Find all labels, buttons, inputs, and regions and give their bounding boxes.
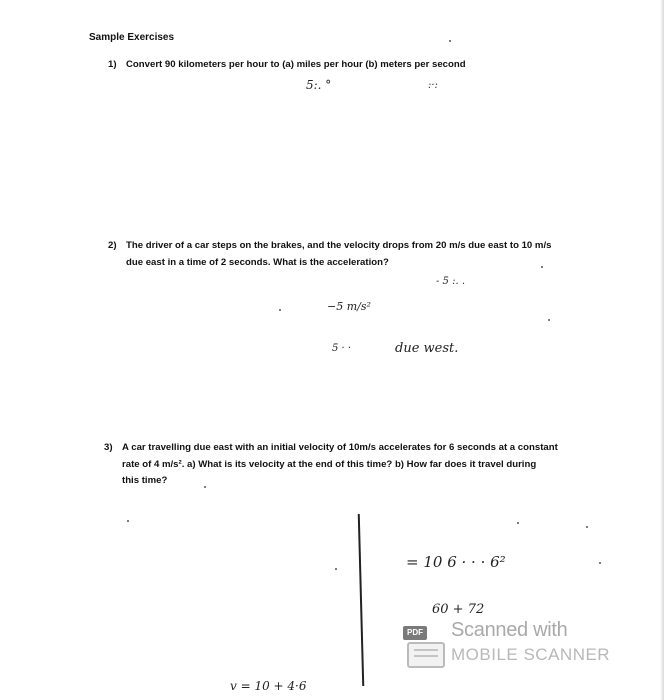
scan-speck: [548, 319, 550, 321]
handwriting-q2-direction: due west.: [395, 341, 459, 356]
handwriting-q1-a: 5:. °: [306, 78, 332, 92]
question-1-line-1: Convert 90 kilometers per hour to (a) miles per hour (b) meters per second: [126, 59, 466, 70]
scan-speck: [586, 526, 588, 528]
scan-speck: [204, 486, 206, 488]
page-heading: Sample Exercises: [89, 32, 175, 43]
question-2-line-1: The driver of a car steps on the brakes, and the velocity drops from 20 m/s due east to 10 m/s: [126, 240, 552, 251]
watermark-line-2: MOBILE SCANNER: [451, 645, 611, 664]
scan-speck: [599, 562, 601, 564]
handwriting-q3-equation-2: 60 + 72: [432, 602, 485, 617]
handwriting-q3-equation-1: = 10 6 · · · 6²: [406, 553, 506, 571]
question-3-number: 3): [104, 442, 113, 453]
document-icon: [407, 642, 445, 668]
handwriting-q2-mark: - 5 :. .: [436, 276, 466, 287]
handwriting-q2-five: 5 · ·: [332, 343, 352, 354]
scan-speck: [335, 568, 337, 570]
handwriting-q3-velocity: v = 10 + 4·6: [230, 679, 307, 693]
question-3-line-3: this time?: [122, 475, 168, 486]
question-2-line-2: due east in a time of 2 seconds. What is the acceleration?: [126, 256, 389, 268]
question-1: [108, 57, 466, 74]
question-1-number: 1): [108, 59, 117, 70]
scan-speck: [127, 520, 129, 522]
scan-speck: [279, 309, 281, 311]
scan-speck: [517, 522, 519, 524]
watermark-line-1: Scanned with: [451, 619, 568, 641]
scanner-watermark: [403, 619, 618, 669]
page-edge-shadow: [660, 0, 664, 700]
question-2-number: 2): [108, 240, 117, 251]
question-3-line-2: rate of 4 m/s². a) What is its velocity at the end of this time? b) How far does it travel during: [122, 458, 537, 470]
handwriting-q2-acceleration: −5 m/s²: [327, 300, 371, 313]
question-3-line-1: A car travelling due east with an initial velocity of 10m/s accelerates for 6 seconds at a constant: [122, 442, 558, 453]
question-2: [108, 238, 552, 271]
scan-speck: [541, 266, 543, 268]
question-3: [104, 440, 558, 490]
handwritten-divider-line: [358, 514, 365, 686]
scan-speck: [449, 40, 451, 42]
pdf-badge-icon: PDF: [403, 626, 427, 640]
handwriting-q1-b: :·:: [428, 80, 438, 91]
